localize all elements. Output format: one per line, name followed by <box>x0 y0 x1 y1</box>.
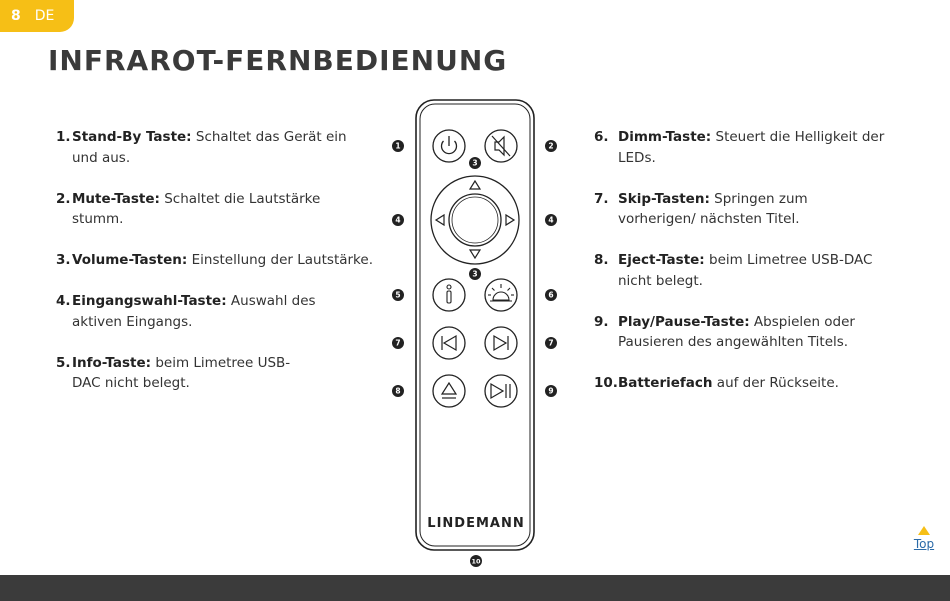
footer-bar <box>0 575 950 601</box>
item-text: Einstellung der Lautstärke. <box>187 252 373 268</box>
list-item <box>594 127 914 168</box>
item-body <box>72 250 373 271</box>
item-body <box>618 373 839 394</box>
callout-label: 3 <box>472 158 478 168</box>
eject-button <box>433 375 465 407</box>
item-number: 10. <box>594 375 618 391</box>
callout-label: 3 <box>472 269 478 279</box>
callout-eject <box>392 385 404 397</box>
item-term: Skip-Tasten: <box>618 190 710 207</box>
item-text: Abspielen oder Pausieren des angewählten Titels. <box>618 313 855 350</box>
callout-label: 5 <box>395 290 401 300</box>
callout-volume-up <box>469 157 481 169</box>
callout-label: 8 <box>395 386 401 396</box>
mute-button <box>485 130 517 162</box>
item-text: beim Limetree USB-DAC nicht belegt. <box>618 252 873 289</box>
callout-standby <box>392 140 404 152</box>
callout-label: 2 <box>548 141 554 151</box>
item-text: Schaltet die Lautstärke stumm. <box>72 190 321 227</box>
callout-battery <box>470 555 482 567</box>
item-text: beim Limetree USB-DAC nicht belegt. <box>72 354 291 391</box>
item-text: Schaltet das Gerät ein und aus. <box>72 129 347 166</box>
item-term: Volume-Tasten: <box>72 252 188 268</box>
item-term: Mute-Taste: <box>72 190 160 207</box>
remote-control-diagram <box>380 96 570 571</box>
list-item <box>56 250 376 271</box>
list-item <box>56 189 376 230</box>
page-title: INFRAROT-FERNBEDIENUNG <box>48 44 508 77</box>
right-feature-list <box>594 127 914 414</box>
item-term: Eingangswahl-Taste: <box>72 293 227 309</box>
item-term: Play/Pause-Taste: <box>618 313 750 330</box>
item-text: Springen zum vorherigen/ nächsten Titel. <box>618 190 808 227</box>
item-term: Dimm-Taste: <box>618 129 712 145</box>
arrow-up-icon <box>918 526 930 535</box>
item-number: 7. <box>594 190 609 207</box>
item-number: 1. <box>56 129 71 145</box>
item-body <box>618 312 903 353</box>
standby-button <box>433 130 465 162</box>
list-item <box>594 312 914 353</box>
item-body <box>618 127 914 168</box>
callout-skip-right <box>545 337 557 349</box>
center-button <box>449 194 501 246</box>
callout-play-pause <box>545 385 557 397</box>
item-number: 6. <box>594 129 609 145</box>
brand-logo: LINDEMANN <box>427 516 525 531</box>
list-item <box>594 250 914 291</box>
callout-skip-left <box>392 337 404 349</box>
list-item <box>594 189 914 230</box>
language-label: DE <box>34 8 55 24</box>
item-term: Eject-Taste: <box>618 252 705 268</box>
item-term: Info-Taste: <box>72 354 152 371</box>
info-button <box>433 279 465 311</box>
callout-label: 7 <box>395 338 401 348</box>
list-item <box>56 353 376 394</box>
item-number: 4. <box>56 293 71 309</box>
callout-mute <box>545 140 557 152</box>
callout-label: 4 <box>395 215 401 225</box>
back-to-top-link[interactable] <box>912 526 936 551</box>
page-tab <box>0 0 74 32</box>
item-number: 9. <box>594 313 609 330</box>
callout-label: 1 <box>395 141 401 151</box>
item-number: 8. <box>594 252 609 268</box>
list-item <box>56 127 376 168</box>
dimmer-button <box>485 279 517 311</box>
item-body <box>618 250 883 291</box>
item-body <box>72 127 376 168</box>
item-number: 2. <box>56 190 71 207</box>
callout-dimmer <box>545 289 557 301</box>
list-item <box>56 291 376 332</box>
item-text: Auswahl des aktiven Eingangs. <box>72 293 316 330</box>
skip-forward-button <box>485 327 517 359</box>
callout-input-right <box>545 214 557 226</box>
top-link-label: Top <box>913 537 935 551</box>
callout-label: 6 <box>548 290 554 300</box>
callout-label: 4 <box>548 215 554 225</box>
navigation-ring <box>431 176 519 264</box>
item-number: 3. <box>56 252 71 268</box>
item-text: Steuert die Helligkeit der LEDs. <box>618 129 885 166</box>
item-body <box>618 189 863 230</box>
callout-volume-down <box>469 268 481 280</box>
item-term: Stand-By Taste: <box>72 129 192 145</box>
item-body <box>72 353 297 394</box>
callout-label: 7 <box>548 338 554 348</box>
page-number: 8 <box>11 8 21 24</box>
item-text: auf der Rückseite. <box>712 375 839 391</box>
callout-info <box>392 289 404 301</box>
item-body <box>72 291 337 332</box>
left-feature-list <box>56 127 376 414</box>
skip-back-button <box>433 327 465 359</box>
item-number: 5. <box>56 354 71 371</box>
item-body <box>72 189 376 230</box>
callout-label: 10 <box>471 557 481 566</box>
callout-label: 9 <box>548 386 554 396</box>
play-pause-button <box>485 375 517 407</box>
callout-input-left <box>392 214 404 226</box>
list-item <box>594 373 914 394</box>
item-term: Batteriefach <box>618 375 713 391</box>
